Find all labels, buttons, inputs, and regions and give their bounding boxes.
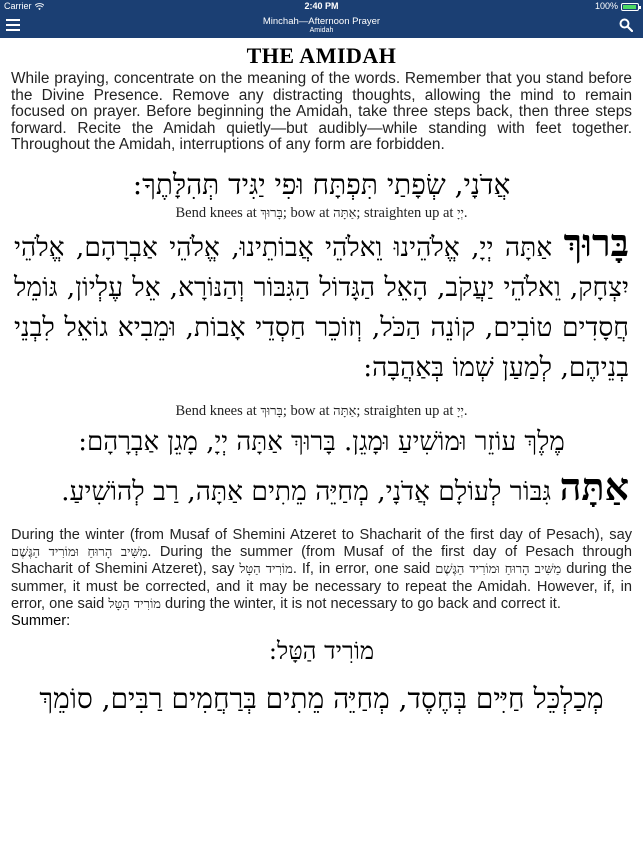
seasonal-notes [0, 527, 643, 614]
instruction-text: ; straighten up at [356, 402, 458, 419]
instruction-text: . [463, 204, 468, 221]
prayer-body: אַתָּה יְיָ, אֱלֹהֵינוּ וֵאלֹהֵי אֲבוֹתֵינוּ, אֱלֹהֵי אַבְרָהָם, אֱלֹהֵי יִצְחָק, וֵאלֹהֵי יַעֲקֹב, הָאֵל הַגָּדוֹל הַגִּבּוֹר וְהַנּוֹרָא, אֵל עֶלְיוֹן, גּוֹמֵל חֲסָדִים טוֹבִים, קוֹנֵה הַכֹּל, וְזוֹכֵר חַסְדֵי אָבוֹת, וּמֵבִיא גוֹאֵל לִבְנֵי בְנֵיהֶם, לְמַעַן שְׁמוֹ בְּאַהֲבָה: [14, 231, 629, 383]
nav-bar [0, 13, 643, 38]
search-icon[interactable] [619, 18, 633, 32]
notes-hebrew: מוֹרִיד הַטָּל [239, 562, 293, 578]
intro-paragraph: While praying, concentrate on the meaning of the words. Remember that you stand before the Divine Presence. Remove any distracting thoughts, allowing the mind to remain focused on prayer. Before beginning the Amidah, take three steps back, then three steps forward. Recite the Amidah quietly—but audibly—while standing with feet together. Throughout the Amidah, interruptions of any form are forbidden. [11, 70, 632, 154]
carrier-label: Carrier [4, 1, 32, 11]
blessing-line: מֶלֶךְ עוֹזֵר וּמוֹשִׁיעַ וּמָגֵן. בָּרוּךְ אַתָּה יְיָ, מָגֵן אַבְרָהָם: [78, 426, 565, 457]
instruction-hebrew-word: אַתָּה [333, 205, 357, 221]
summer-label: Summer: [11, 613, 71, 630]
mechalkel-line: מְכַלְכֵּל חַיִּים בְּחֶסֶד, מְחַיֵּה מֵתִים בְּרַחֲמִים רַבִּים, סוֹמֵךְ [39, 682, 604, 716]
summer-verse: מוֹרִיד הַטָּל: [268, 637, 375, 666]
instruction-text: Bend knees at [175, 204, 261, 221]
prayer-lead-word: בָּרוּךְ [563, 219, 629, 265]
status-bar [0, 0, 643, 13]
prayer-content[interactable] [0, 38, 643, 858]
page-title: THE AMIDAH [246, 43, 397, 68]
instruction-hebrew-word: בָּרוּךְ [260, 205, 283, 221]
bowing-instruction [0, 204, 643, 223]
nav-subtitle: Amidah [309, 27, 334, 34]
gevurot-blessing [0, 463, 643, 511]
gevurot-body: גִּבּוֹר לְעוֹלָם אֲדֹנָי, מְחַיֵּה מֵתִים אַתָּה, רַב לְהוֹשִׁיעַ. [61, 475, 552, 507]
instruction-text: ; bow at [282, 204, 334, 221]
status-time: 2:40 PM [304, 1, 339, 11]
battery-icon [621, 3, 639, 11]
instruction-text: ; bow at [282, 402, 334, 419]
battery-fill [623, 5, 636, 9]
notes-hebrew: מַשִּׁיב הָרוּחַ וּמוֹרִיד הַגֶּשֶׁם [11, 544, 148, 560]
status-right [595, 0, 639, 13]
instruction-hebrew-word: יְיָ [457, 205, 464, 221]
bowing-instruction-2 [0, 402, 643, 421]
nav-title: Minchah—Afternoon Prayer [262, 16, 381, 27]
notes-text: . If, in error, one said [292, 561, 436, 578]
notes-text: during the summer, it must be corrected, and it may be necessary to repeat the Amidah. However, if, in error, one said [11, 561, 633, 612]
instruction-text: Bend knees at [175, 402, 261, 419]
notes-text: during the winter, it is not necessary to go back and correct it. [160, 595, 561, 612]
instruction-hebrew-word: אַתָּה [333, 403, 357, 419]
avot-blessing [0, 219, 643, 388]
notes-hebrew: מוֹרִיד הַטָּל [108, 596, 161, 612]
notes-text: . During the summer (from Musaf of the first day of Pesach through Shacharit of Shemini Atzeret), say [11, 543, 632, 578]
instruction-text: . [463, 402, 468, 419]
gevurot-lead-word: אַתָּה [559, 463, 629, 509]
opening-verse: אֲדֹנָי, שְׂפָתַי תִּפְתָּח וּפִי יַגִּיד תְּהִלָּתֶךָ: [132, 167, 511, 201]
instruction-hebrew-word: בָּרוּךְ [260, 403, 283, 419]
notes-hebrew: מַשִּׁיב הָרוּחַ וּמוֹרִיד הַגֶּשֶׁם [435, 562, 562, 578]
battery-percent: 100% [594, 1, 618, 11]
instruction-text: ; straighten up at [356, 204, 458, 221]
instruction-hebrew-word: יְיָ [457, 403, 464, 419]
notes-text: During the winter (from Musaf of Shemini Atzeret to Shacharit of the first day of Pesach), say [11, 526, 632, 543]
